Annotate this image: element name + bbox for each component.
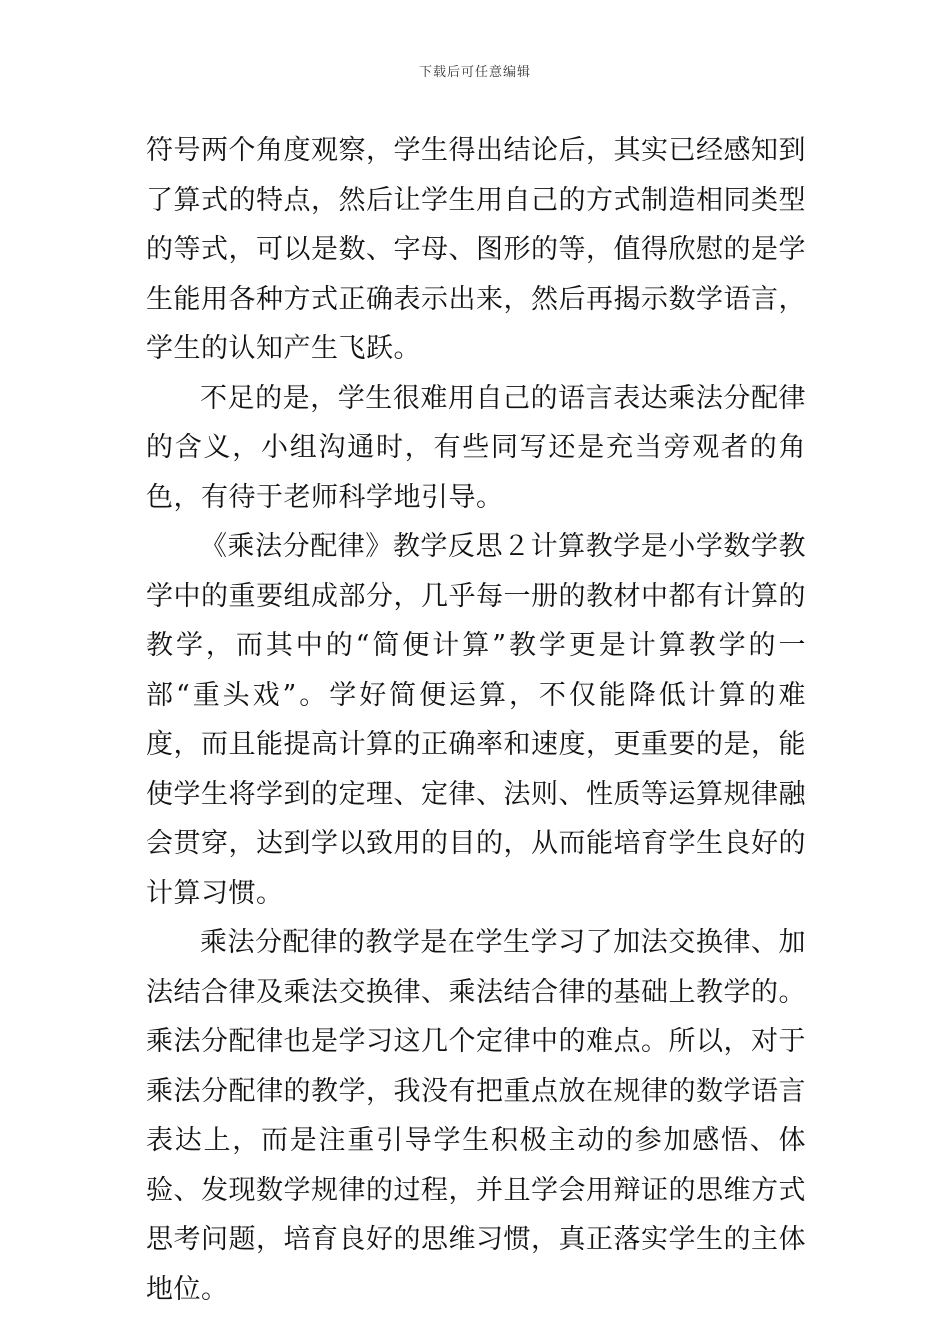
document-body	[146, 126, 806, 1314]
paragraph-reflection-2: 《乘法分配律》教学反思２计算教学是小学数学教学中的重要组成部分，几乎每一册的教材中都有计算的教学，而其中的“简便计算”教学更是计算教学的一部“重头戏”。学好简便运算，不仅能降低计算的难度，而且能提高计算的正确率和速度，更重要的是，能使学生将学到的定理、定律、法则、性质等运算规律融会贯穿，达到学以致用的目的，从而能培育学生良好的计算习惯。	[146, 531, 806, 909]
paragraph-shortcomings: 不足的是，学生很难用自己的语言表达乘法分配律的含义，小组沟通时，有些同写还是充当旁观者的角色，有待于老师科学地引导。	[146, 382, 806, 513]
page-header-note: 下载后可任意编辑	[418, 65, 531, 80]
paragraph-continuation: 符号两个角度观察，学生得出结论后，其实已经感知到了算式的特点，然后让学生用自己的方式制造相同类型的等式，可以是数、字母、图形的等，值得欣慰的是学生能用各种方式正确表示出来，然后再揭示数学语言，学生的认知产生飞跃。	[146, 135, 806, 364]
paragraph-teaching-approach: 乘法分配律的教学是在学生学习了加法交换律、加法结合律及乘法交换律、乘法结合律的基础上教学的。乘法分配律也是学习这几个定律中的难点。所以，对于乘法分配律的教学，我没有把重点放在规律的数学语言表达上，而是注重引导学生积极主动的参加感悟、体验、发现数学规律的过程，并且学会用辩证的思维方式思考问题，培育良好的思维习惯，真正落实学生的主体地位。	[146, 927, 806, 1305]
